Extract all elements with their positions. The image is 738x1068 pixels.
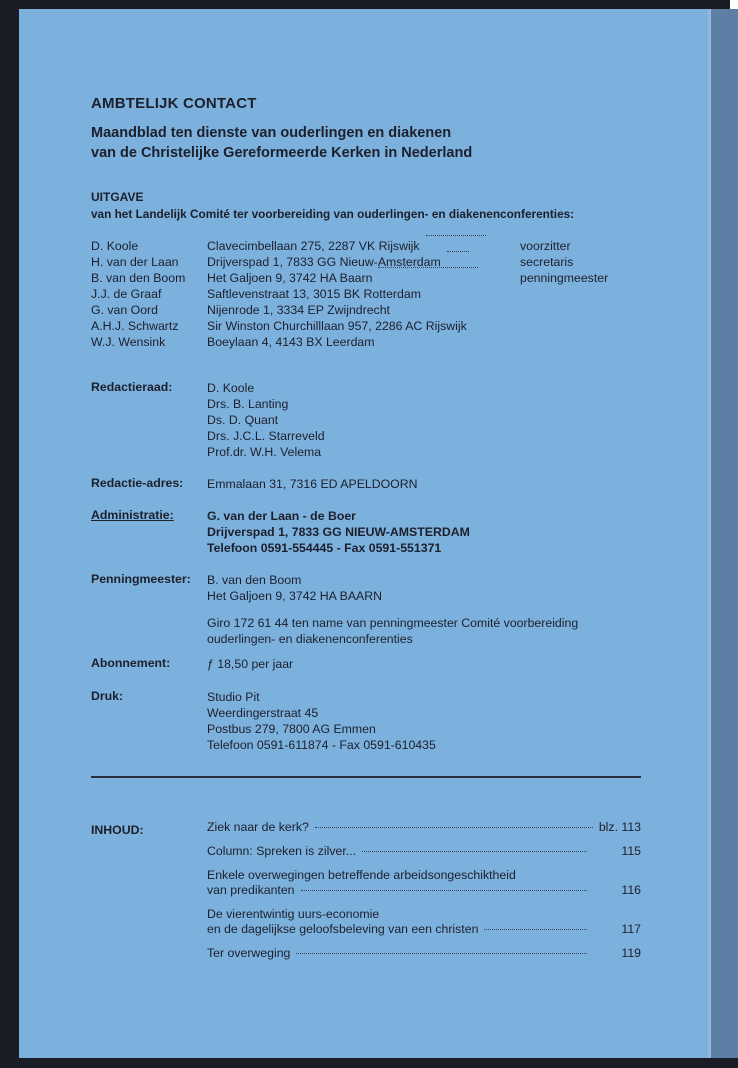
druk-label: Druk:	[91, 689, 124, 703]
member-name: G. van Oord	[91, 303, 158, 317]
subtitle-line-2: van de Christelijke Gereformeerde Kerken in Nederland	[91, 145, 473, 161]
member-name: D. Koole	[91, 239, 139, 253]
redactieraad-label: Redactieraad:	[91, 380, 173, 394]
administratie-name: G. van der Laan - de Boer	[207, 509, 356, 523]
toc-item[interactable]	[207, 946, 641, 961]
druk-value	[207, 689, 436, 753]
toc-title: Column: Spreken is zilver...	[207, 844, 356, 858]
comite-row	[91, 286, 651, 302]
redactieraad-members	[207, 380, 325, 460]
magazine-subtitle	[91, 123, 651, 163]
toc-page: 117	[621, 922, 641, 936]
page-spine-highlight	[708, 9, 711, 1058]
toc-page: 116	[621, 883, 641, 897]
toc-item[interactable]	[207, 868, 641, 898]
penningmeester-name: B. van den Boom	[207, 573, 302, 587]
page-spine	[708, 9, 738, 1058]
abonnement-price: ƒ 18,50 per jaar	[207, 657, 294, 671]
member-name: H. van der Laan	[91, 255, 179, 269]
toc-title: Ziek naar de kerk?	[207, 820, 309, 834]
scan-edge-top	[0, 0, 730, 9]
leader-dots	[378, 267, 478, 268]
toc-item[interactable]	[207, 907, 641, 937]
leader-dots	[447, 251, 469, 252]
redactieraad-member: Ds. D. Quant	[207, 413, 279, 427]
toc-title: Enkele overwegingen betreffende arbeidsongeschiktheid	[207, 868, 516, 882]
giro-line-1: Giro 172 61 44 ten name van penningmeester Comité voorbereiding	[207, 616, 579, 630]
member-role: voorzitter	[520, 239, 571, 253]
redactie-adres-label: Redactie-adres:	[91, 476, 184, 490]
inhoud-label: INHOUD:	[91, 823, 144, 837]
scan-edge-bottom	[0, 1058, 738, 1068]
toc-page: 115	[621, 844, 641, 858]
toc-item[interactable]	[207, 844, 641, 859]
leader-dots	[426, 235, 486, 236]
abonnement-value	[207, 656, 293, 672]
subtitle-line-1: Maandblad ten dienste van ouderlingen en diakenen	[91, 125, 452, 141]
redactieraad-member: D. Koole	[207, 381, 255, 395]
member-address: Nijenrode 1, 3334 EP Zwijndrecht	[207, 303, 390, 317]
druk-line: Postbus 279, 7800 AG Emmen	[207, 722, 376, 736]
member-name: A.H.J. Schwartz	[91, 319, 179, 333]
leader-dots	[315, 827, 593, 828]
member-name: J.J. de Graaf	[91, 287, 162, 301]
member-address: Clavecimbellaan 275, 2287 VK Rijswijk	[207, 239, 420, 253]
toc-item[interactable]	[207, 820, 641, 835]
leader-dots	[301, 890, 587, 891]
abonnement-label: Abonnement:	[91, 656, 171, 670]
druk-line: Studio Pit	[207, 690, 260, 704]
toc-page: 119	[621, 946, 641, 960]
table-of-contents	[207, 820, 641, 970]
section-divider	[91, 776, 641, 778]
member-address: Drijverspad 1, 7833 GG Nieuw-Amsterdam	[207, 255, 441, 269]
leader-dots	[484, 929, 587, 930]
giro-line-2: ouderlingen- en diakenenconferenties	[207, 632, 413, 646]
penningmeester-value	[207, 572, 578, 647]
redactie-adres-value	[207, 476, 418, 492]
redactieraad-member: Drs. B. Lanting	[207, 397, 289, 411]
comite-list	[91, 238, 651, 350]
toc-title: Ter overweging	[207, 946, 291, 960]
redactieraad-member: Drs. J.C.L. Starreveld	[207, 429, 325, 443]
magazine-title: AMBTELIJK CONTACT	[91, 95, 257, 112]
druk-line: Telefoon 0591-611874 - Fax 0591-610435	[207, 738, 436, 752]
administratie-value	[207, 508, 470, 556]
toc-title-cont: en de dagelijkse geloofsbeleving van een christen	[207, 922, 479, 936]
comite-row	[91, 318, 651, 334]
comite-row	[91, 238, 651, 254]
comite-row	[91, 334, 651, 350]
member-name: W.J. Wensink	[91, 335, 166, 349]
scan-edge-left	[0, 0, 19, 1068]
redactieraad-member: Prof.dr. W.H. Velema	[207, 445, 322, 459]
leader-dots	[296, 953, 587, 954]
comite-row	[91, 270, 651, 286]
penningmeester-address: Het Galjoen 9, 3742 HA BAARN	[207, 589, 382, 603]
penningmeester-label: Penningmeester:	[91, 572, 191, 586]
toc-title-cont: van predikanten	[207, 883, 295, 897]
administratie-label: Administratie:	[91, 508, 174, 522]
leader-dots	[362, 851, 587, 852]
member-address: Sir Winston Churchilllaan 957, 2286 AC Rijswijk	[207, 319, 467, 333]
comite-row	[91, 302, 651, 318]
administratie-phone: Telefoon 0591-554445 - Fax 0591-551371	[207, 541, 442, 555]
member-address: Boeylaan 4, 4143 BX Leerdam	[207, 335, 375, 349]
druk-line: Weerdingerstraat 45	[207, 706, 319, 720]
redactie-adres-text: Emmalaan 31, 7316 ED APELDOORN	[207, 477, 418, 491]
member-address: Het Galjoen 9, 3742 HA Baarn	[207, 271, 373, 285]
member-role: penningmeester	[520, 271, 609, 285]
uitgave-heading: UITGAVE	[91, 190, 144, 204]
member-role: secretaris	[520, 255, 574, 269]
member-address: Saftlevenstraat 13, 3015 BK Rotterdam	[207, 287, 421, 301]
member-name: B. van den Boom	[91, 271, 186, 285]
comite-row	[91, 254, 651, 270]
toc-title: De vierentwintig uurs-economie	[207, 907, 380, 921]
toc-page: blz. 113	[598, 820, 641, 834]
uitgave-description: van het Landelijk Comité ter voorbereiding van ouderlingen- en diakenenconferenties:	[91, 207, 575, 221]
administratie-address: Drijverspad 1, 7833 GG NIEUW-AMSTERDAM	[207, 525, 470, 539]
